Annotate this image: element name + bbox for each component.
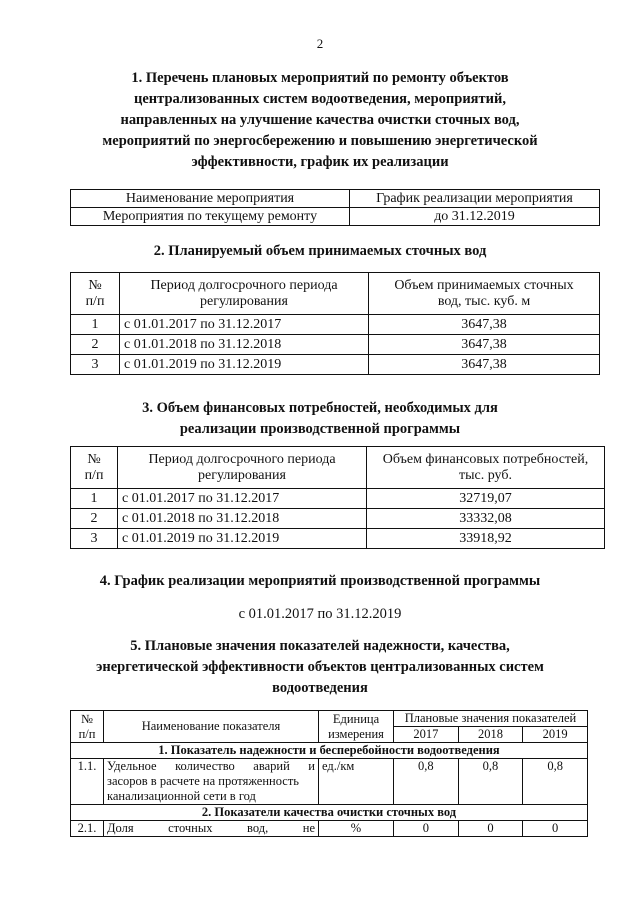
section1-title-line: 1. Перечень плановых мероприятий по ремонту объектов [131,70,509,86]
table-row [71,529,605,549]
row-finance: 33918,92 [367,529,605,549]
section5-title-line: энергетической эффективности объектов централизованных систем [96,659,544,675]
header-activity-name: Наименование мероприятия [71,190,350,208]
row-volume: 3647,38 [369,335,600,355]
row-num: 2.1. [71,821,104,837]
header-year: 2019 [523,727,588,743]
header-period [118,447,367,489]
header-volume [369,273,600,315]
section1-title [0,68,640,173]
section1-title-line: централизованных систем водоотведения, мероприятий, [134,91,506,107]
section3-title-line: 3. Объем финансовых потребностей, необходимых для [142,400,498,416]
header-period-line: Период долгосрочного периода [150,277,338,293]
table-header-row [71,190,600,208]
table-header-row [71,447,605,489]
header-period-line: регулирования [198,467,286,483]
row-num: 1 [71,489,118,509]
section4-title: 4. График реализации мероприятий производственной программы [99,573,541,589]
row-period: с 01.01.2017 по 31.12.2017 [120,315,369,335]
header-num-line: № [88,277,102,293]
table-row [71,509,605,529]
table-header-row [71,711,588,727]
header-indicator-name: Наименование показателя [104,711,319,743]
indicator-name-line: засоров в расчете на протяженность [107,774,300,788]
section2-title: 2. Планируемый объем принимаемых сточных вод [153,243,487,259]
row-period: с 01.01.2018 по 31.12.2018 [118,509,367,529]
header-period-line: регулирования [200,293,288,309]
page-number: 2 [316,36,324,51]
row-num: 1.1. [71,759,104,805]
header-finance [367,447,605,489]
row-num: 2 [71,509,118,529]
indicator-name-line: Удельное количество аварий и [107,759,315,773]
header-num [71,711,104,743]
row-period: с 01.01.2019 по 31.12.2019 [120,355,369,375]
section3-title [0,398,640,440]
section1-table [70,189,600,226]
header-schedule: График реализации мероприятия [350,190,600,208]
section1-title-line: эффективности, график их реализации [191,154,449,170]
table-row [71,355,600,375]
row-value-2019: 0,8 [523,759,588,805]
section5-title-line: 5. Плановые значения показателей надежности, качества, [130,638,510,654]
section2-table [70,272,600,375]
row-num: 1 [71,315,120,335]
table-header-row [71,273,600,315]
section5-title [0,636,640,699]
header-finance-line: тыс. руб. [459,467,512,483]
row-value-2019: 0 [523,821,588,837]
row-indicator-name [104,759,319,805]
row-value-2017: 0,8 [394,759,459,805]
header-unit-line: Единица [332,711,380,726]
row-unit: ед./км [319,759,394,805]
row-value-2018: 0 [458,821,523,837]
group-quality: 2. Показатели качества очистки сточных вод [71,805,588,821]
activity-name: Мероприятия по текущему ремонту [71,208,350,226]
header-num-line: п/п [84,467,104,483]
header-year: 2017 [394,727,459,743]
header-period-line: Период долгосрочного периода [148,451,336,467]
row-value-2018: 0,8 [458,759,523,805]
table-row [71,335,600,355]
row-volume: 3647,38 [369,315,600,335]
activity-schedule: до 31.12.2019 [350,208,600,226]
section3-title-line: реализации производственной программы [179,421,461,437]
header-num-line: № [81,711,93,726]
header-num-line: п/п [85,293,105,309]
group-row [71,805,588,821]
header-year: 2018 [458,727,523,743]
section4-period: с 01.01.2017 по 31.12.2019 [238,606,402,622]
indicator-name-line: канализационной сети в год [107,789,256,803]
table-row [71,759,588,805]
section5-table [70,710,588,837]
row-period: с 01.01.2017 по 31.12.2017 [118,489,367,509]
row-finance: 32719,07 [367,489,605,509]
table-row [71,821,588,837]
header-unit [319,711,394,743]
header-plan-values: Плановые значения показателей [394,711,588,727]
row-period: с 01.01.2018 по 31.12.2018 [120,335,369,355]
group-row [71,743,588,759]
header-num-line: № [87,451,101,467]
row-period: с 01.01.2019 по 31.12.2019 [118,529,367,549]
header-num [71,447,118,489]
row-finance: 33332,08 [367,509,605,529]
row-num: 3 [71,355,120,375]
header-volume-line: вод, тыс. куб. м [437,293,531,309]
header-unit-line: измерения [328,726,384,741]
row-num: 2 [71,335,120,355]
section1-title-line: направленных на улучшение качества очистки сточных вод, [120,112,520,128]
header-volume-line: Объем принимаемых сточных [394,277,574,293]
row-unit: % [319,821,394,837]
row-indicator-name: Доля сточных вод, не [104,821,319,837]
table-row [71,489,605,509]
group-reliability: 1. Показатель надежности и бесперебойности водоотведения [71,743,588,759]
header-num [71,273,120,315]
table-row [71,315,600,335]
header-period [120,273,369,315]
section1-title-line: мероприятий по энергосбережению и повышению энергетической [102,133,538,149]
header-num-line: п/п [78,726,96,741]
row-num: 3 [71,529,118,549]
section3-table [70,446,605,549]
row-value-2017: 0 [394,821,459,837]
row-volume: 3647,38 [369,355,600,375]
table-row [71,208,600,226]
header-finance-line: Объем финансовых потребностей, [382,451,589,467]
section5-title-line: водоотведения [272,680,368,696]
